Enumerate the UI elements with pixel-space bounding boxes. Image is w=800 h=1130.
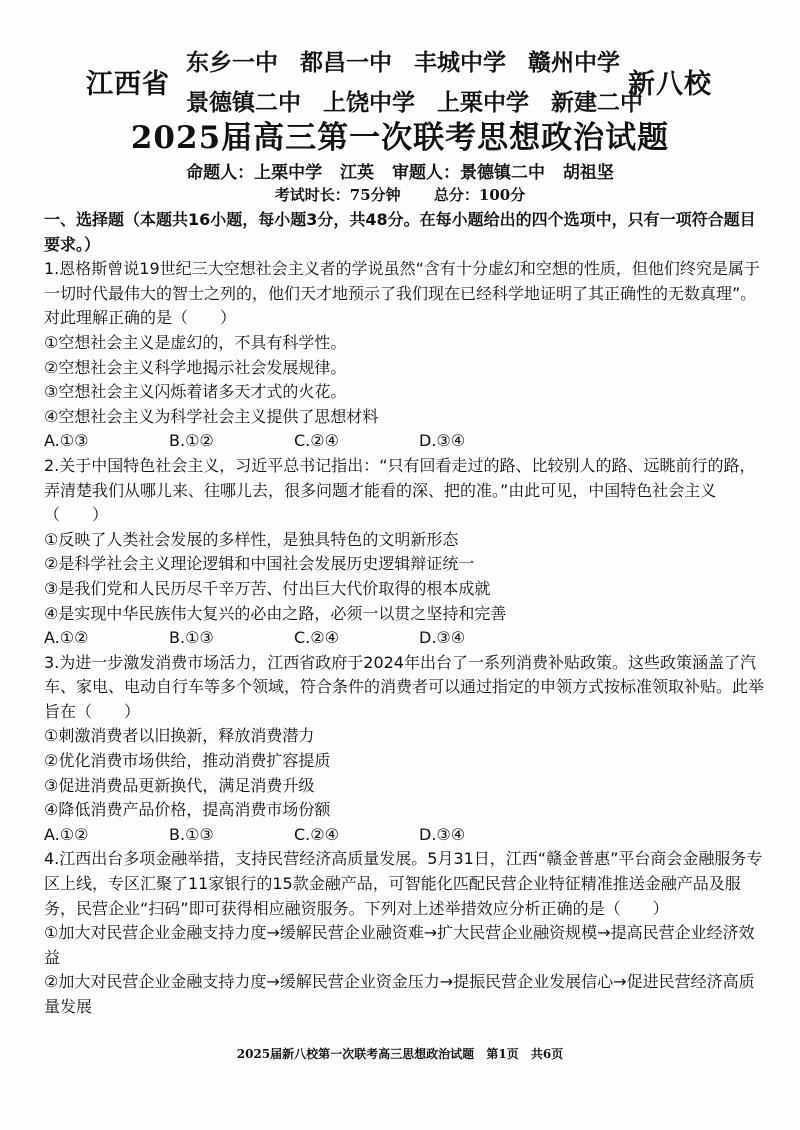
question-stem: 1.恩格斯曾说19世纪三大空想社会主义者的学说虽然“含有十分虚幻和空想的性质，但他们终究是属于一切时代最伟大的智士之列的，他们天才地预示了我们现在已经科学地证明了其正确性的无数真理”。对此理解正确的是（ ） (44, 259, 760, 328)
footer-page-total: 共6页 (530, 1047, 564, 1061)
province-label: 江西省 (86, 69, 170, 100)
answer-options (44, 823, 764, 848)
option-a: A.①② (44, 628, 89, 648)
exam-body (44, 208, 764, 1020)
school-name: 赣州中学 (528, 49, 620, 76)
authors-line (0, 158, 800, 183)
alliance-label: 新八校 (628, 69, 712, 100)
question-item: ①反映了人类社会发展的多样性，是独具特色的文明新形态 (44, 529, 459, 549)
question-item: ④是实现中华民族伟大复兴的必由之路，必须一以贯之坚持和完善 (44, 603, 507, 623)
option-d: D.③④ (419, 628, 466, 648)
school-name: 景德镇二中 (186, 89, 301, 116)
question-item: ②优化消费市场供给，推动消费扩容提质 (44, 751, 331, 771)
option-b: B.①③ (169, 628, 214, 648)
reviewer-label: 审题人：景德镇二中 (391, 163, 545, 183)
question-item: ③空想社会主义闪烁着诸多天才式的火花。 (44, 382, 347, 402)
exam-title: 2025届高三第一次联考思想政治试题 (130, 120, 670, 156)
footer-exam-name: 2025届新八校第一次联考高三思想政治试题 (236, 1047, 475, 1061)
option-b: B.①③ (169, 824, 214, 844)
question-stem: 4.江西出台多项金融举措，支持民营经济高质量发展。5月31日，江西“赣金普惠”平台商会金融服务专区上线，专区汇聚了11家银行的15款金融产品，可智能化匹配民营企业特征精准推送金融产品及服务，民营企业“扫码”即可获得相应融资服务。下列对上述举措效应分析正确的是（ ） (44, 849, 763, 918)
question-item: ④降低消费产品价格，提高消费市场份额 (44, 800, 331, 820)
question-stem: 2.关于中国特色社会主义，习近平总书记指出：“只有回看走过的路、比较别人的路、远眺前行的路，弄清楚我们从哪儿来、往哪儿去，很多问题才能看的深、把的准。”由此可见，中国特色社会主义（ ） (44, 455, 756, 525)
option-b: B.①② (169, 431, 214, 451)
question-item: ③促进消费品更新换代，满足消费升级 (44, 775, 315, 795)
option-a: A.①② (44, 824, 89, 844)
page-footer (0, 1045, 800, 1062)
option-d: D.③④ (419, 431, 466, 451)
question-item: ②加大对民营企业金融支持力度→缓解民营企业资金压力→提振民营企业发展信心→促进民营经济高质量发展 (44, 972, 755, 1016)
answer-options (44, 429, 764, 454)
answer-options (44, 626, 764, 651)
school-name: 上栗中学 (437, 89, 529, 116)
question-item: ②是科学社会主义理论逻辑和中国社会发展历史逻辑辩证统一 (44, 554, 475, 574)
setter-label: 命题人：上栗中学 (186, 163, 323, 183)
option-c: C.②④ (294, 824, 339, 844)
reviewer-name: 胡祖坚 (562, 163, 614, 183)
footer-page-number: 第1页 (486, 1047, 519, 1061)
question-item: ④空想社会主义为科学社会主义提供了思想材料 (44, 406, 379, 426)
school-row-1 (186, 40, 626, 80)
question-item: ①刺激消费者以旧换新，释放消费潜力 (44, 726, 315, 746)
option-a: A.①③ (44, 431, 89, 451)
option-c: C.②④ (294, 628, 339, 648)
question-item: ①加大对民营企业金融支持力度→缓解民营企业融资难→扩大民营企业融资规模→提高民营企业经济效益 (44, 923, 755, 967)
exam-duration: 考试时长：75分钟 (274, 186, 401, 204)
question-stem: 3.为进一步激发消费市场活力，江西省政府于2024年出台了一系列消费补贴政策。这些政策涵盖了汽车、家电、电动自行车等多个领域，符合条件的消费者可以通过指定的申领方式按标准领取补贴。此举旨在（ ） (44, 652, 765, 721)
option-c: C.②④ (294, 431, 339, 451)
school-name: 都昌一中 (300, 49, 392, 76)
school-name: 丰城中学 (414, 49, 506, 76)
exam-score: 总分：100分 (433, 186, 526, 204)
school-name: 东乡一中 (186, 49, 278, 76)
school-list (186, 40, 643, 120)
exam-info (0, 184, 800, 205)
question-item: ③是我们党和人民历尽千辛万苦、付出巨大代价取得的根本成就 (44, 578, 491, 598)
school-name: 新建二中 (551, 89, 643, 116)
option-d: D.③④ (419, 824, 466, 844)
school-name: 上饶中学 (323, 89, 415, 116)
question-item: ①空想社会主义是虚幻的，不具有科学性。 (44, 332, 347, 352)
setter-name: 江英 (340, 163, 375, 183)
question-item: ②空想社会主义科学地揭示社会发展规律。 (44, 357, 347, 377)
section-heading: 一、选择题（本题共16小题，每小题3分，共48分。在每小题给出的四个选项中，只有一项符合题目要求。） (44, 210, 756, 254)
